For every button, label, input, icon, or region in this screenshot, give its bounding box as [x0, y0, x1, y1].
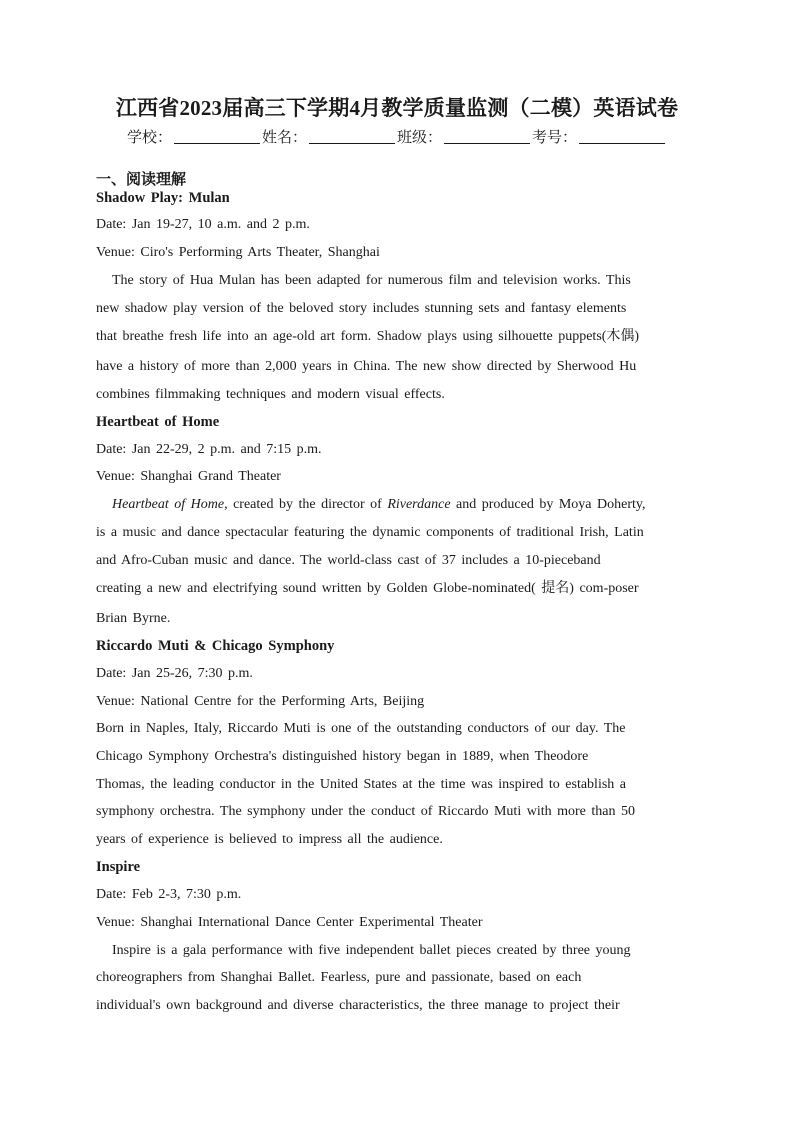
muti-venue: Venue: National Centre for the Performing Arts, Beijing	[96, 694, 425, 709]
inspire-body-line: Inspire is a gala performance with five independent ballet pieces created by three young	[112, 943, 631, 958]
heartbeat-show-name: Heartbeat of Home	[112, 497, 225, 512]
heartbeat-title: Heartbeat of Home	[96, 414, 220, 430]
mulan-body-line: combines filmmaking techniques and modern visual effects.	[96, 387, 445, 402]
muti-body-line: years of experience is believed to impress all the audience.	[96, 832, 443, 847]
heartbeat-body-line: and Afro-Cuban music and dance. The world-class cast of 37 includes a 10-pieceband	[96, 553, 601, 568]
muti-body-line: Born in Naples, Italy, Riccardo Muti is one of the outstanding conductors of our day. The	[96, 721, 626, 736]
exam-title: 江西省2023届高三下学期4月教学质量监测（二模）英语试卷	[115, 96, 679, 120]
inspire-title: Inspire	[96, 859, 141, 875]
id-label: 考号：	[532, 130, 578, 146]
inspire-venue: Venue: Shanghai International Dance Center Experimental Theater	[96, 915, 483, 930]
heartbeat-body-line	[96, 496, 712, 514]
muti-body-line: symphony orchestra. The symphony under the conduct of Riccardo Muti with more than 50	[96, 804, 635, 819]
heartbeat-body-line: is a music and dance spectacular featuring the dynamic components of traditional Irish, Latin	[96, 525, 644, 540]
mulan-title: Shadow Play: Mulan	[96, 190, 230, 206]
heartbeat-body-line: Brian Byrne.	[96, 611, 171, 626]
mulan-body-line: new shadow play version of the beloved story includes stunning sets and fantasy elements	[96, 301, 627, 316]
heartbeat-date: Date: Jan 22-29, 2 p.m. and 7:15 p.m.	[96, 442, 322, 457]
school-label: 学校：	[126, 130, 172, 146]
inspire-date: Date: Feb 2-3, 7:30 p.m.	[96, 887, 242, 902]
heartbeat-venue: Venue: Shanghai Grand Theater	[96, 469, 281, 484]
name-label: 姓名：	[261, 130, 307, 146]
mulan-body-line: that breathe fresh life into an age-old art form. Shadow plays using silhouette puppets(木偶)	[96, 329, 640, 344]
section-heading: 一、阅读理解	[96, 172, 187, 188]
muti-date: Date: Jan 25-26, 7:30 p.m.	[96, 666, 253, 681]
inspire-body-line: individual's own background and diverse characteristics, the three manage to project their	[96, 998, 620, 1013]
class-blank	[444, 129, 530, 144]
mulan-venue: Venue: Ciro's Performing Arts Theater, Shanghai	[96, 245, 380, 260]
riverdance-name: Riverdance	[387, 497, 451, 512]
muti-body-line: Chicago Symphony Orchestra's distinguished history began in 1889, when Theodore	[96, 749, 589, 764]
mulan-body-line: have a history of more than 2,000 years in China. The new show directed by Sherwood Hu	[96, 359, 637, 374]
id-blank	[579, 129, 665, 144]
heartbeat-body-line: creating a new and electrifying sound written by Golden Globe-nominated( 提名) com-poser	[96, 581, 639, 596]
student-info-row	[0, 126, 794, 147]
class-label: 班级：	[397, 130, 443, 146]
school-blank	[174, 129, 260, 144]
inspire-body-line: choreographers from Shanghai Ballet. Fearless, pure and passionate, based on each	[96, 970, 582, 985]
name-blank	[309, 129, 395, 144]
muti-body-line: Thomas, the leading conductor in the United States at the time was inspired to establish a	[96, 777, 626, 792]
heartbeat-body-text: , created by the director of	[224, 497, 388, 512]
mulan-date: Date: Jan 19-27, 10 a.m. and 2 p.m.	[96, 217, 310, 232]
heartbeat-body-text: and produced by Moya Doherty,	[450, 497, 646, 512]
muti-title: Riccardo Muti & Chicago Symphony	[96, 638, 335, 654]
mulan-body-line: The story of Hua Mulan has been adapted for numerous film and television works. This	[112, 273, 631, 288]
